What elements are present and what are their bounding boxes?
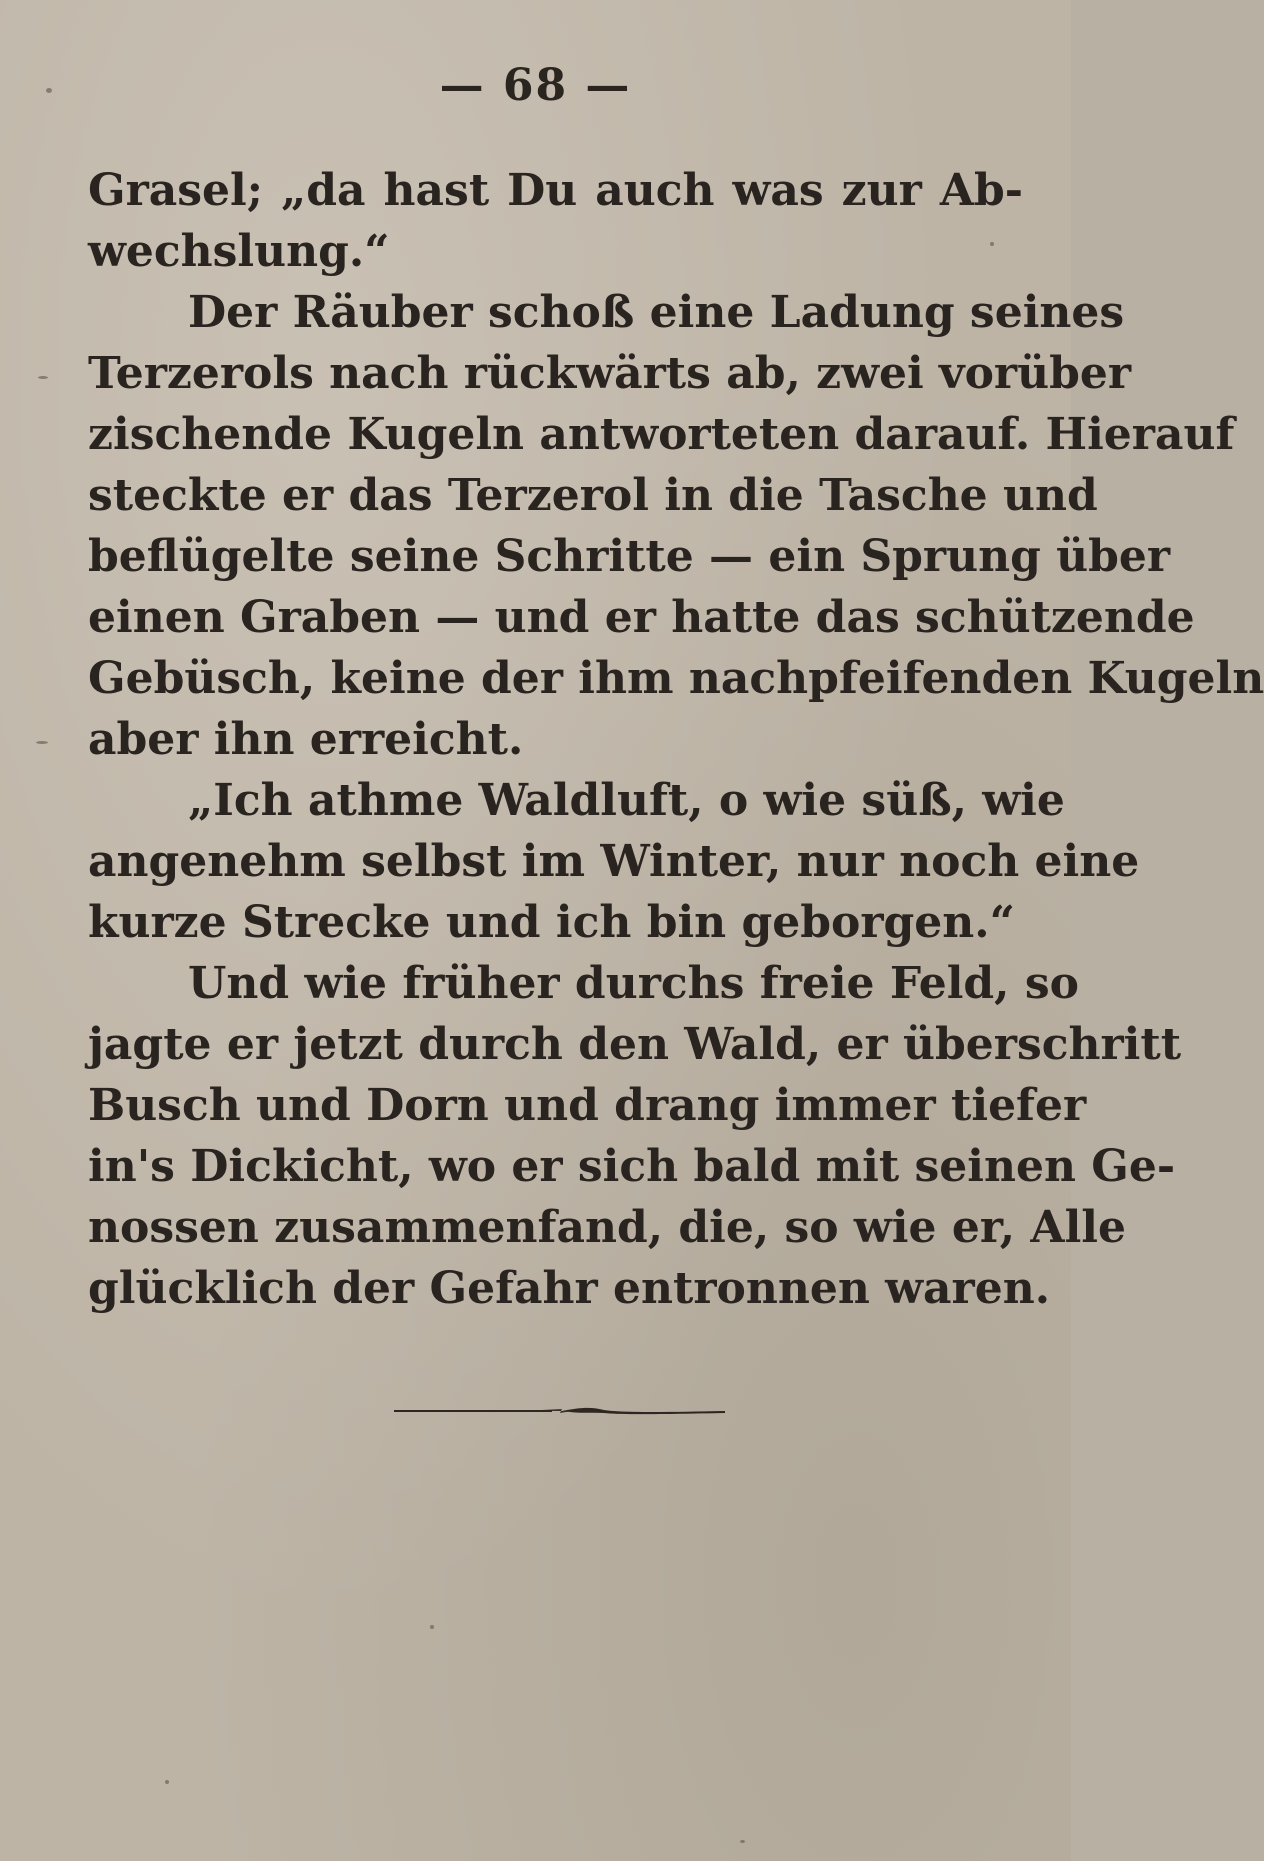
text-line: wechslung.“ <box>88 226 390 277</box>
text-line: Grasel; „da hast Du auch was zur Ab- <box>88 165 1023 216</box>
text-line: einen Graben — und er hatte das schützende <box>88 592 1195 643</box>
text-line: glücklich der Gefahr entronnen waren. <box>88 1263 1051 1314</box>
text-line: Der Räuber schoß eine Ladung seines <box>188 287 1125 338</box>
text-line: „Ich athme Waldluft, o wie süß, wie <box>188 775 1065 826</box>
paper-speck <box>46 88 52 93</box>
text-line: zischende Kugeln antworteten darauf. Hierauf <box>88 409 1235 460</box>
text-line: Und wie früher durchs freie Feld, so <box>188 958 1079 1009</box>
text-line: aber ihn erreicht. <box>88 714 524 765</box>
text-line: Gebüsch, keine der ihm nachpfeifenden Kugeln <box>88 653 1264 704</box>
paper-speck <box>38 376 48 379</box>
text-line: nossen zusammenfand, die, so wie er, Alle <box>88 1202 1126 1253</box>
text-line: Busch und Dorn und drang immer tiefer <box>88 1080 1087 1131</box>
divider-ornament <box>392 1404 727 1418</box>
text-line: Terzerols nach rückwärts ab, zwei vorüber <box>88 348 1132 399</box>
body-text <box>88 160 1264 1319</box>
text-line: jagte er jetzt durch den Wald, er überschritt <box>88 1019 1182 1070</box>
paper-speck <box>740 1840 745 1843</box>
text-line: in's Dickicht, wo er sich bald mit seinen Ge- <box>88 1141 1176 1192</box>
page-number: — 68 — <box>439 60 632 111</box>
paper-speck <box>165 1780 169 1784</box>
paper-speck <box>990 242 994 246</box>
paper-speck <box>430 1625 434 1629</box>
text-line: steckte er das Terzerol in die Tasche und <box>88 470 1098 521</box>
text-line: beflügelte seine Schritte — ein Sprung über <box>88 531 1171 582</box>
text-line: kurze Strecke und ich bin geborgen.“ <box>88 897 1015 948</box>
paper-speck <box>36 741 48 744</box>
text-line: angenehm selbst im Winter, nur noch eine <box>88 836 1140 887</box>
